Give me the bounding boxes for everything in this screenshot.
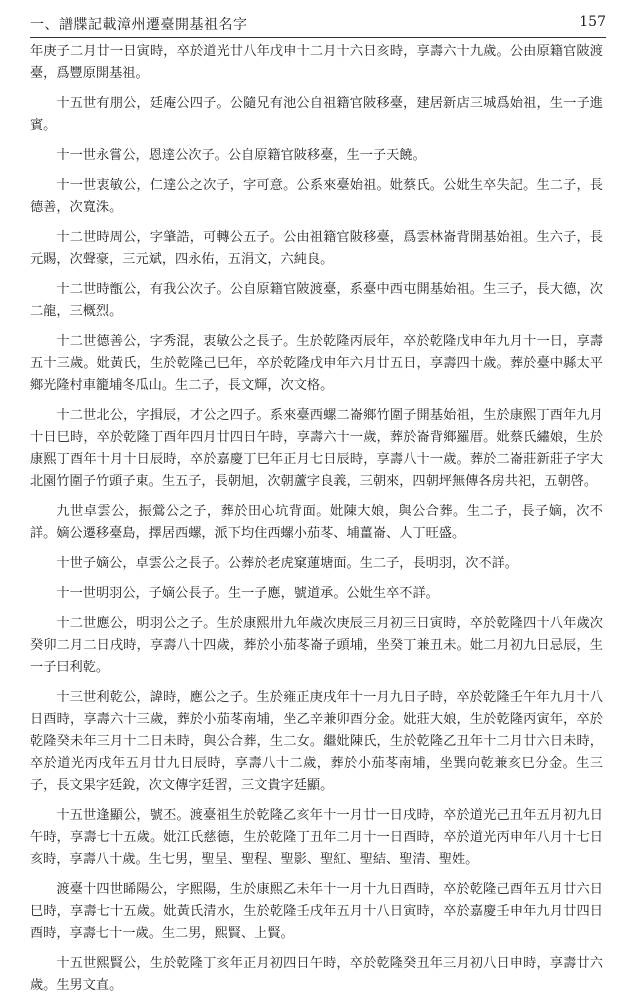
paragraph: 十一世衷敏公，仁達公之次子，字可意。公系來臺始祖。妣蔡氏。公妣生卒失記。生二子，長德善，次寬洙。 [30, 178, 603, 215]
paragraph: 十五世逢顯公，號丕。渡臺祖生於乾隆乙亥年十一月廿一日戌時，卒於道光己丑年五月初九日午時，享壽七十五歲。妣江氏慈德，生於乾隆丁丑年二月十一日酉時，卒於道光丙申年八月十七日亥時，享壽八十歲。生七男，聖呈、聖程、聖影、聖紅、聖結、聖清、聖姓。 [30, 808, 603, 867]
paragraph: 十一世永嘗公，恩達公次子。公自原籍官陂移臺，生一子天饒。 [56, 148, 426, 163]
paragraph: 十二世北公，字揖辰，才公之四子。系來臺西螺二崙鄉竹圍子開基始祖，生於康熙丁酉年九月十日巳時，卒於乾隆丁酉年四月廿四日午時，享壽六十一歲，葬於崙背鄉羅厝。妣蔡氏繡娘，生於康熙丁酉年十月十日辰時，卒於嘉慶丁巳年正月七日辰時，享壽八十一歲。葬於二崙莊新莊子字大北園竹圍子竹頭子東。生五子，長朝旭，次朝蘆字良義，三朝來，四朝坪無傳各房共祀，五朝啓。 [30, 408, 603, 489]
paragraph: 十二世時甑公，有我公次子。公自原籍官陂渡臺，系臺中西屯開基始祖。生三子，長大德，次二龍，三概烈。 [30, 282, 603, 319]
page-header [30, 10, 606, 34]
page-number: 157 [579, 14, 606, 30]
paragraph: 渡臺十四世睎陽公，字熙陽，生於康熙乙未年十一月十九日酉時，卒於乾隆己酉年五月廿六日巳時，享壽七十五歲。妣黃氏清水，生於乾隆壬戌年五月十八日寅時，卒於嘉慶壬申年九月廿四日酉時，享壽七十一歲。生二男，熙賢、上賢。 [30, 882, 603, 941]
running-title: 一、譜牒記載漳州遷臺開基祖名字 [30, 17, 248, 33]
paragraph: 十二世時周公，字肇誥，可轉公五子。公由祖籍官陂移臺，爲雲林崙背開基始祖。生六子，長元賜，次聲豪，三元斌，四永佑，五涓文，六純良。 [30, 230, 603, 267]
header-rule [30, 37, 606, 38]
paragraph: 九世卓雲公，振鶯公之子，葬於田心坑背面。妣陳大娘，與公合葬。生二子，長子嫡，次不詳。嫡公遷移臺島，擇居西螺，派下均住西螺小茄苳、埔薑崙、人丁旺盛。 [30, 504, 603, 541]
paragraph: 十二世應公，明羽公之子。生於康熙卅九年歲次庚辰三月初三日寅時，卒於乾隆四十八年歲次癸卯二月二日戌時，享壽八十四歲，葬於小茄苳崙子頭埔，坐癸丁兼丑未。妣二月初九日忌辰，生一子曰利乾。 [30, 616, 603, 675]
paragraph: 十一世明羽公，子嫡公長子。生一子應，號道承。公妣生卒不詳。 [56, 586, 439, 601]
paragraph: 十五世熙賢公，生於乾隆丁亥年正月初四日午時，卒於乾隆癸丑年三月初八日申時，享壽廿六歲。生男文直。 [30, 956, 603, 993]
paragraph: 十二世德善公，字秀混，衷敏公之長子。生於乾隆丙辰年，卒於乾隆戊申年九月十一日，享壽五十三歲。妣黃氏，生於乾隆己巳年，卒於乾隆戊申年六月廿五日，享壽四十歲。葬於臺中縣太平鄉光隆村車籠埔冬瓜山。生二子，長文輝，次文格。 [30, 334, 603, 393]
paragraph: 十世子嫡公，卓雲公之長子。公葬於老虎窠蓮塘面。生二子，長明羽，次不詳。 [56, 556, 518, 571]
paragraph: 十五世有朋公，廷庵公四子。公隨兄有池公自祖籍官陂移臺，建居新店三城爲始祖，生一子進賓。 [30, 96, 603, 133]
page-body [30, 41, 603, 1005]
paragraph: 年庚子二月廿一日寅時，卒於道光廿八年戊申十二月十六日亥時，享壽六十九歲。公由原籍官陂渡臺，爲豐原開基祖。 [30, 44, 603, 81]
paragraph: 十三世利乾公，諱時，應公之子。生於雍正庚戌年十一月九日子時，卒於乾隆壬午年九月十八日酉時，享壽六十三歲，葬於小茄苳南埔，坐乙辛兼卯酉分金。妣莊大娘，生於乾隆丙寅年，卒於乾隆癸未年三月十二日未時，與公合葬，生二女。繼妣陳氏，生於乾隆乙丑年十二月廿六日未時，卒於道光丙戌年五月廿九日辰時，享壽八十二歲，葬於小茄苳南埔，坐巽向乾兼亥巳分金。生三子，長文果字廷銳，次文傳字廷習，三文貴字廷顯。 [30, 690, 603, 793]
